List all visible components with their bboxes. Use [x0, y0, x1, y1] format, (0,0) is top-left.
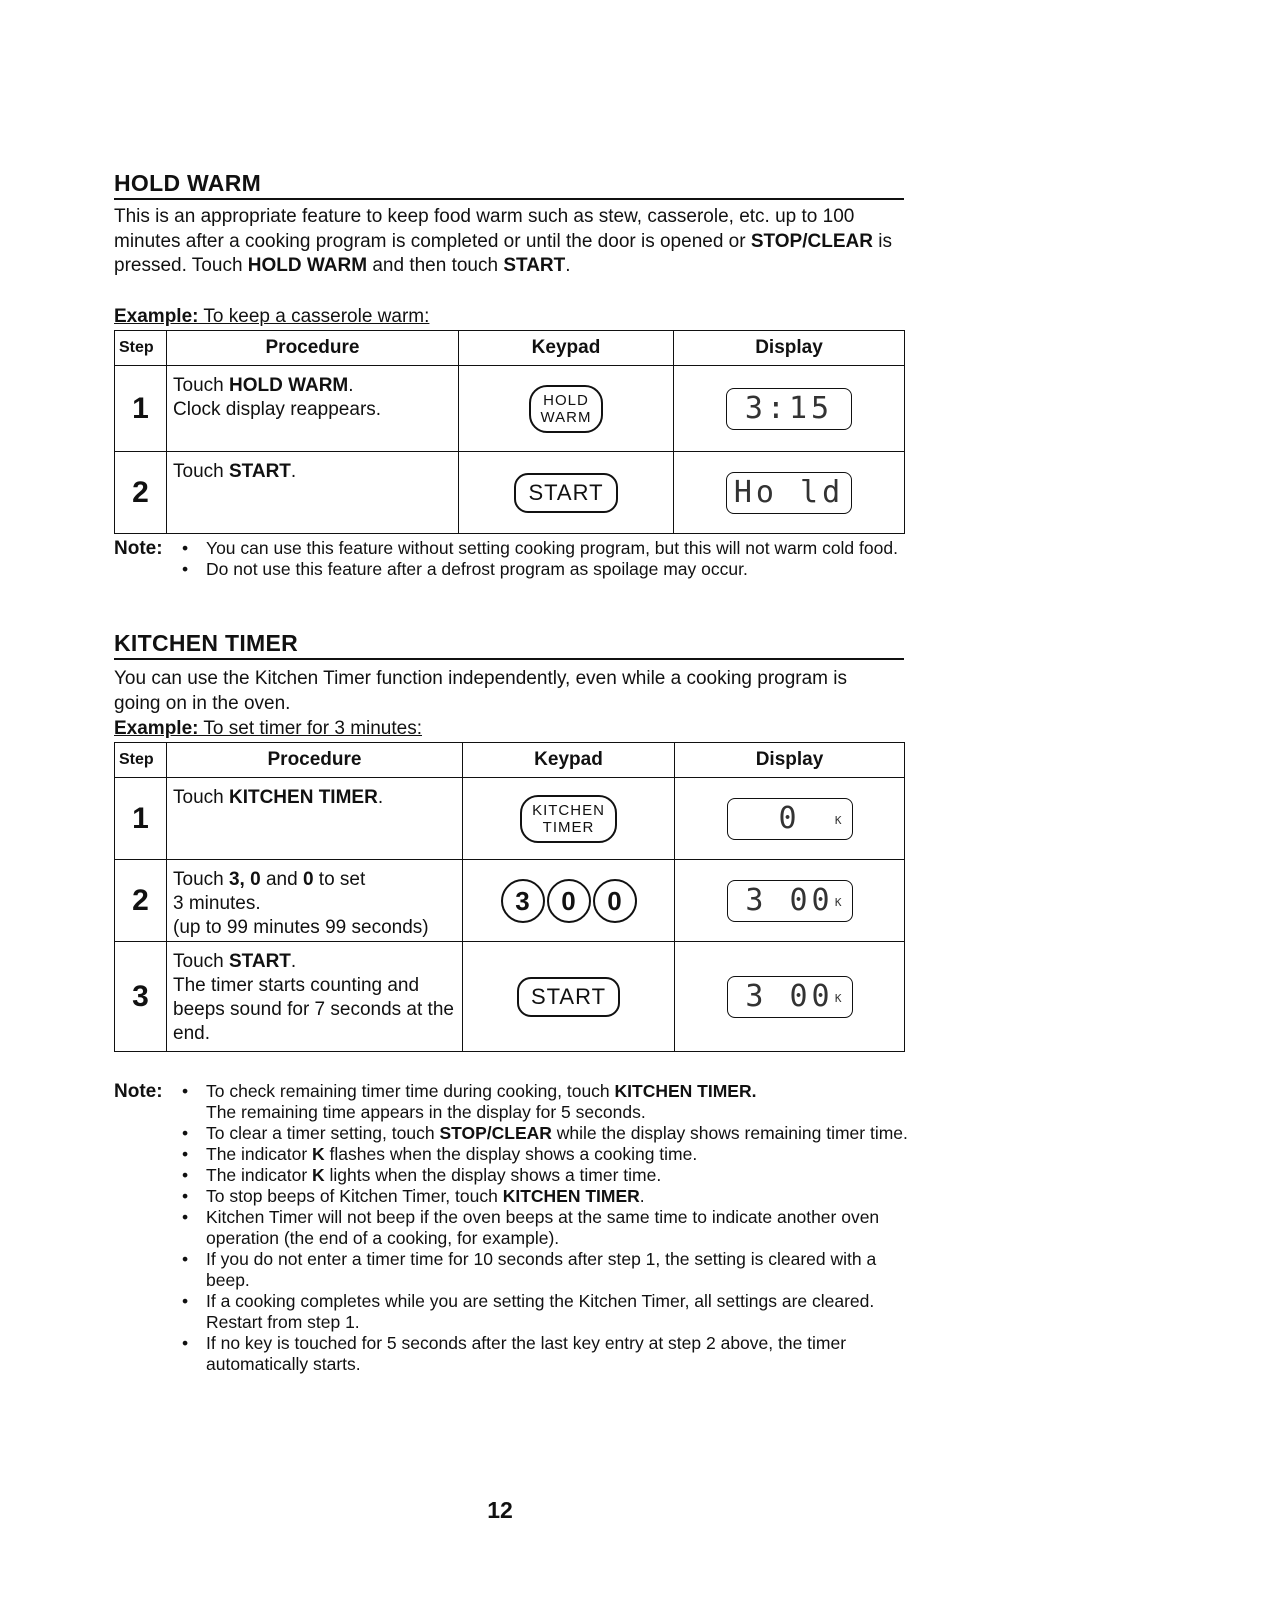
table-row	[115, 366, 905, 452]
text-run: .	[639, 1186, 645, 1206]
text-run: Touch	[173, 461, 229, 482]
step-procedure	[167, 942, 463, 1052]
step-number: 1	[115, 366, 167, 452]
bold-term: KITCHEN TIMER.	[614, 1081, 757, 1101]
table-row	[115, 860, 905, 942]
hold-warm-title: HOLD WARM	[114, 170, 904, 200]
hold-warm-example	[114, 306, 429, 328]
lcd-digits: 0	[778, 800, 801, 836]
note-list	[114, 1081, 914, 1375]
text-run: Clock display reappears.	[173, 399, 382, 420]
note-item	[206, 1333, 914, 1375]
step-number: 3	[115, 942, 167, 1052]
bold-term: 3, 0	[228, 869, 261, 890]
table-row	[115, 778, 905, 860]
page-number: 12	[487, 1497, 513, 1523]
bold-term: K	[312, 1144, 325, 1164]
note-item	[206, 1165, 914, 1186]
text-run: Touch	[173, 375, 229, 396]
lcd-display	[727, 880, 853, 922]
note-item	[206, 1186, 914, 1207]
text-run: If you do not enter a timer time for 10 seconds after step 1, the setting is cleared with a beep.	[206, 1249, 877, 1290]
note-item	[206, 1144, 914, 1165]
text-run: Touch	[173, 951, 229, 972]
lcd-digits: 3 00	[745, 978, 834, 1014]
bold-term: STOP/CLEAR	[750, 230, 873, 252]
text-run: 3 minutes.	[173, 893, 261, 914]
step-procedure	[167, 452, 459, 534]
example-text: To keep a casserole warm:	[198, 306, 430, 327]
number-key-3[interactable]: 3	[501, 879, 545, 923]
text-run: Touch	[173, 869, 229, 890]
text-run: .	[565, 255, 571, 276]
hold-warm-notes	[114, 538, 914, 580]
timer-indicator: K	[834, 895, 842, 909]
keypad-cell	[463, 942, 675, 1052]
note-item	[206, 1207, 914, 1249]
table-header-row	[115, 743, 905, 778]
kitchen-timer-steps-table	[114, 742, 905, 1052]
bold-term: START	[228, 951, 291, 972]
example-label: Example:	[114, 306, 199, 327]
text-run: and then touch	[367, 255, 504, 276]
text-run: This is an appropriate feature to keep food warm such as stew, casserole, etc. up to 100 minutes after a cooking program is completed or until the door is opened or	[114, 206, 855, 252]
step-procedure	[167, 778, 463, 860]
bold-term: START	[503, 255, 566, 276]
timer-indicator: K	[834, 813, 842, 827]
bold-term: HOLD WARM	[247, 255, 368, 276]
note-item	[206, 538, 914, 559]
kitchen-timer-notes	[114, 1081, 914, 1375]
step-number: 1	[115, 778, 167, 860]
text-run: .	[348, 375, 354, 396]
bold-term: 0	[302, 869, 314, 890]
text-run: The indicator	[206, 1144, 313, 1164]
bold-term: START	[228, 461, 291, 482]
table-header-row	[115, 331, 905, 366]
text-run: You can use the Kitchen Timer function independently, even while a cooking program is going on in the oven.	[114, 668, 848, 714]
text-run: If no key is touched for 5 seconds after the last key entry at step 2 above, the timer automatically starts.	[206, 1333, 847, 1374]
kitchen-timer-intro	[114, 667, 894, 716]
header-procedure: Procedure	[167, 743, 463, 778]
hold-warm-key[interactable]: HOLD WARM	[529, 385, 604, 433]
bold-term: STOP/CLEAR	[439, 1123, 552, 1143]
text-run: If a cooking completes while you are setting the Kitchen Timer, all settings are cleared. Restart from step 1.	[206, 1291, 875, 1332]
note-item	[206, 1291, 914, 1333]
text-run: lights when the display shows a timer time.	[324, 1165, 662, 1185]
lcd-display	[727, 976, 853, 1018]
table-row	[115, 942, 905, 1052]
lcd-display	[727, 798, 853, 840]
keypad-cell	[459, 366, 674, 452]
text-run: The remaining time appears in the display for 5 seconds.	[206, 1102, 646, 1122]
text-run: while the display shows remaining timer time.	[551, 1123, 908, 1143]
note-item	[206, 1123, 914, 1144]
text-run: flashes when the display shows a cooking time.	[324, 1144, 698, 1164]
text-run: The timer starts counting and beeps sound for 7 seconds at the end.	[173, 975, 454, 1044]
note-item	[206, 1249, 914, 1291]
number-key-0[interactable]: 0	[547, 879, 591, 923]
text-run: (up to 99 minutes 99 seconds)	[173, 917, 429, 938]
display-cell	[675, 942, 905, 1052]
timer-indicator: K	[834, 991, 842, 1005]
lcd-digits: 3 00	[745, 882, 834, 918]
text-run: Kitchen Timer will not beep if the oven beeps at the same time to indicate another oven operation (the end of a cooking, for example).	[206, 1207, 880, 1248]
kitchen-timer-example	[114, 718, 422, 740]
display-cell	[674, 366, 905, 452]
example-text: To set timer for 3 minutes:	[198, 718, 422, 739]
step-number: 2	[115, 452, 167, 534]
header-keypad: Keypad	[459, 331, 674, 366]
step-procedure	[167, 366, 459, 452]
header-keypad: Keypad	[463, 743, 675, 778]
bold-term: KITCHEN TIMER	[502, 1186, 640, 1206]
text-run: to set	[313, 869, 366, 890]
lcd-display: Ho ld	[726, 472, 852, 514]
kitchen-timer-title: KITCHEN TIMER	[114, 630, 904, 660]
step-procedure	[167, 860, 463, 942]
header-step: Step	[115, 331, 167, 366]
number-key-0[interactable]: 0	[593, 879, 637, 923]
header-step: Step	[115, 743, 167, 778]
bold-term: K	[312, 1165, 325, 1185]
text-run: and	[260, 869, 303, 890]
text-run: .	[377, 787, 384, 808]
text-run: .	[290, 461, 297, 482]
header-display: Display	[674, 331, 905, 366]
header-procedure: Procedure	[167, 331, 459, 366]
step-number: 2	[115, 860, 167, 942]
header-display: Display	[675, 743, 905, 778]
keypad-cell	[459, 452, 674, 534]
lcd-display: 3:15	[726, 388, 852, 430]
note-label: Note:	[114, 538, 163, 559]
start-key[interactable]: START	[514, 473, 617, 513]
text-run: To clear a timer setting, touch	[206, 1123, 440, 1143]
text-run: Touch	[173, 787, 229, 808]
text-run: To stop beeps of Kitchen Timer, touch	[206, 1186, 503, 1206]
display-cell	[675, 860, 905, 942]
text-run: is pressed. Touch	[114, 230, 892, 276]
table-row	[115, 452, 905, 534]
kitchen-timer-key[interactable]: KITCHEN TIMER	[520, 795, 617, 843]
note-item	[206, 1081, 914, 1123]
note-label: Note:	[114, 1081, 163, 1102]
text-run: To check remaining timer time during cooking, touch	[206, 1081, 615, 1101]
text-run: You can use this feature without setting cooking program, but this will not warm cold food.	[206, 538, 898, 558]
display-cell	[674, 452, 905, 534]
keypad-cell	[463, 860, 675, 942]
text-run: The indicator	[206, 1165, 313, 1185]
hold-warm-steps-table	[114, 330, 905, 534]
text-run: Do not use this feature after a defrost program as spoilage may occur.	[206, 559, 748, 579]
hold-warm-intro	[114, 205, 894, 279]
bold-term: KITCHEN TIMER	[228, 787, 378, 808]
start-key[interactable]: START	[517, 977, 620, 1017]
bold-term: HOLD WARM	[228, 375, 349, 396]
note-item	[206, 559, 914, 580]
note-list	[114, 538, 914, 580]
text-run: .	[290, 951, 297, 972]
keypad-cell	[463, 778, 675, 860]
example-label: Example:	[114, 718, 199, 739]
display-cell	[675, 778, 905, 860]
